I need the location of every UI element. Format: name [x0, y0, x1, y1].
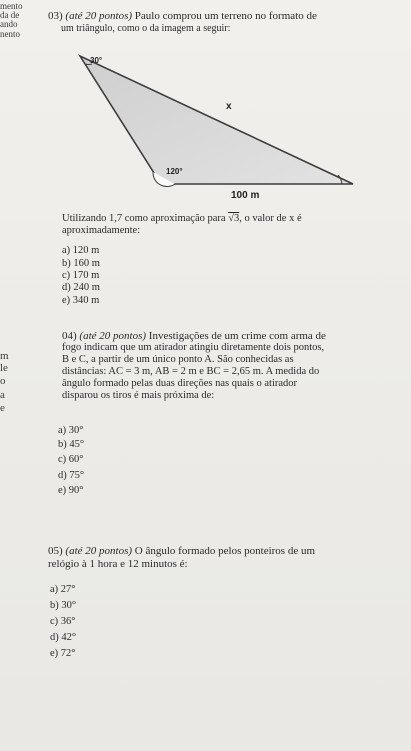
left-fragment: ando	[0, 19, 18, 29]
option-e[interactable]: e) 90°	[58, 485, 84, 496]
question-4-text-line: disparou os tiros é mais próxima de:	[62, 390, 215, 401]
question-4-text-line: fogo indicam que um atirador atingiu diretamente dois pontos,	[62, 342, 325, 353]
prompt-text: , o valor de x é	[239, 213, 302, 224]
question-3-prompt-line	[62, 213, 302, 225]
base-length-label: 100 m	[231, 190, 260, 200]
option-c[interactable]: c) 170 m	[62, 270, 100, 281]
question-text: Paulo comprou um terreno no formato de	[134, 10, 317, 22]
option-c[interactable]: c) 36°	[50, 616, 76, 627]
option-e[interactable]: e) 72°	[50, 648, 76, 659]
question-3-title	[48, 10, 317, 22]
option-a[interactable]: a) 27°	[50, 584, 76, 595]
question-number: 05)	[48, 545, 63, 557]
left-fragment: le	[0, 362, 8, 374]
question-points: (até 20 pontos)	[79, 330, 147, 342]
triangle-shape	[80, 56, 353, 184]
option-a[interactable]: a) 30°	[58, 425, 84, 436]
question-5-title	[48, 545, 315, 557]
left-fragment: e	[0, 402, 5, 414]
option-e[interactable]: e) 340 m	[62, 295, 100, 306]
question-3-prompt-line: aproximadamente:	[62, 225, 141, 236]
question-4-title	[62, 330, 326, 342]
left-fragment: a	[0, 389, 5, 401]
side-x-label: x	[226, 101, 232, 112]
left-fragment: nento	[0, 29, 20, 39]
option-d[interactable]: d) 42°	[50, 632, 77, 643]
prompt-text: Utilizando 1,7 como aproximação para	[62, 213, 226, 224]
left-fragment: o	[0, 375, 6, 387]
question-4-text-line: distâncias: AC = 3 m, AB = 2 m e BC = 2,65 m. A medida do	[62, 366, 320, 377]
angle-bottom-label: 120°	[166, 167, 183, 176]
left-fragment: mento	[0, 1, 23, 11]
option-c[interactable]: c) 60°	[58, 454, 84, 465]
question-4-text-line: ângulo formado pelas duas direções nas quais o atirador	[62, 378, 298, 389]
question-text: Investigações de um crime com arma de	[148, 330, 326, 342]
option-a[interactable]: a) 120 m	[62, 245, 100, 256]
question-5-text-line: relógio à 1 hora e 12 minutos é:	[48, 558, 188, 570]
question-points: (até 20 pontos)	[65, 10, 133, 22]
sqrt-three: √3	[228, 213, 240, 224]
question-text: O ângulo formado pelos ponteiros de um	[134, 545, 316, 557]
left-fragment: da de	[0, 10, 20, 20]
triangle-figure	[68, 50, 368, 200]
question-3-text-line: um triângulo, como o da imagem a seguir:	[61, 23, 231, 34]
option-d[interactable]: d) 75°	[58, 470, 85, 481]
question-4-text-line: B e C, a partir de um único ponto A. São conhecidas as	[62, 354, 294, 365]
question-points: (até 20 pontos)	[65, 545, 133, 557]
option-b[interactable]: b) 30°	[50, 600, 77, 611]
option-b[interactable]: b) 45°	[58, 439, 85, 450]
question-number: 03)	[48, 10, 63, 22]
angle-top-label: 30°	[90, 56, 103, 65]
question-number: 04)	[62, 330, 77, 342]
left-fragment: m	[0, 350, 9, 362]
option-b[interactable]: b) 160 m	[62, 258, 100, 269]
option-d[interactable]: d) 240 m	[62, 282, 100, 293]
